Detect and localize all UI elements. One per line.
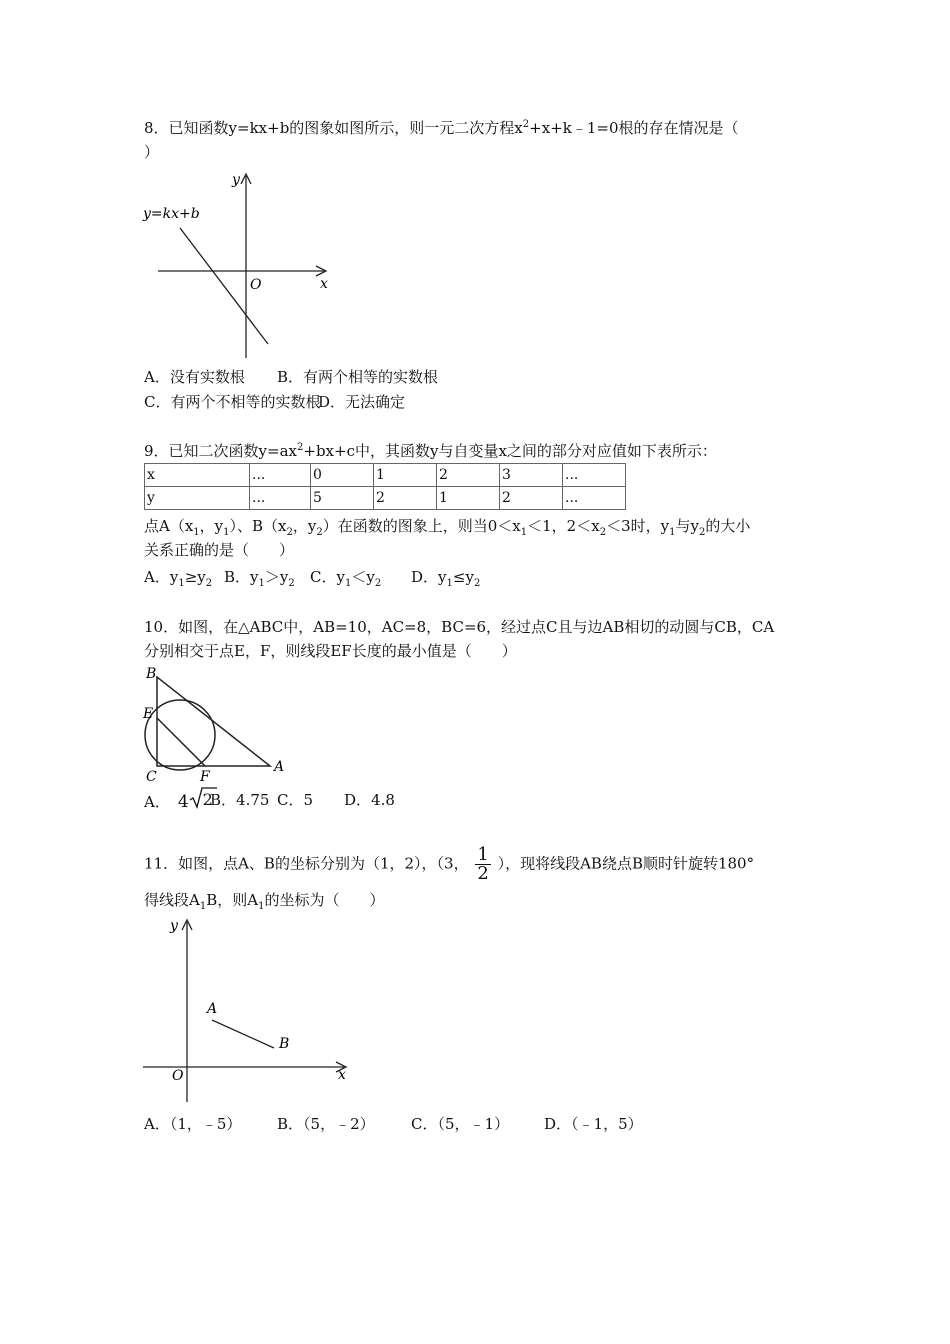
table-cell: 0 [311,464,374,487]
q8-origin-label: O [250,277,262,293]
q9-value-table [144,463,626,510]
q11-stem-line2: 得线段$A_1B$，则$A_1$的坐标为（ ） [144,891,385,912]
q10-figure [140,662,300,788]
q8-option-b: B．有两个相等的实数根 [277,368,439,386]
q11-option-b: B．（5，﹣2） [277,1115,375,1133]
table-cell: 2 [374,487,437,510]
q10-label-c: C [146,769,157,785]
table-cell: ... [563,464,626,487]
table-cell: 2 [437,464,500,487]
q11-segment-ab [212,1020,274,1048]
table-cell: 3 [500,464,563,487]
q9-option-a: A．$y_1\ge y_2$ [144,568,213,589]
q9-stem: 9．已知二次函数$y=ax^2+bx+c$中，其函数y与自变量x之间的部分对应值如下表所示： [144,442,717,460]
q10-option-a-coef: 4 [177,792,189,812]
q8-option-d: D．无法确定 [318,393,406,411]
table-cell: x [145,464,250,487]
q11-label-b: B [279,1036,290,1052]
q10-circle [145,700,215,770]
q9-option-d: D．$y_1\le y_2$ [411,568,481,589]
q10-stem-line1: 10．如图，在△ABC中，AB=10，AC=8，BC=6，经过点C且与边AB相切的动圆与CB，CA [144,618,775,636]
q10-option-d: D．4.8 [344,791,395,809]
q11-stem-line1: 11．如图，点A、B的坐标分别为（1，2），（3， $\frac{1}{2}$ ），现将线段AB绕点B顺时针旋转180° [144,844,755,884]
q8-figure [140,162,340,362]
q9-condition-line: 点$A(x_1$，$y_1$）、$B(x_2$，$y_2$）在函数的图象上，则当$0<x_1<1$，$2<x_2<3$时，$y_1$与$y_2$的大小 [144,517,751,538]
q8-y-label: y [232,172,240,188]
q11-option-d: D．（﹣1，5） [544,1115,643,1133]
q10-label-e: E [143,706,154,722]
q10-stem-line2: 分别相交于点E，F，则线段EF长度的最小值是（ ） [144,642,517,660]
table-cell: 1 [374,464,437,487]
table-row [145,487,626,510]
q11-origin-label: O [172,1068,184,1084]
table-cell: ... [250,464,311,487]
table-row [145,464,626,487]
q10-option-a: A． 4 2 [144,790,217,812]
table-cell: 1 [437,487,500,510]
table-cell: ... [250,487,311,510]
q9-option-b: B．$y_1>y_2$ [224,568,295,589]
table-cell: ... [563,487,626,510]
table-cell: 2 [500,487,563,510]
q10-label-b: B [146,666,157,682]
q9-option-c: C．$y_1<y_2$ [310,568,382,589]
q11-label-a: A [207,1001,218,1017]
table-cell: 5 [311,487,374,510]
q10-triangle [157,677,270,766]
q8-stem-close: ） [144,143,160,161]
q8-stem: 8．已知函数y=kx+b的图象如图所示，则一元二次方程$x^2+x+k﹣1=0$根的存在情况是（ [144,119,739,137]
q8-option-a: A．没有实数根 [144,368,245,386]
q10-label-a: A [274,759,285,775]
q11-option-c: C．（5，﹣1） [411,1115,510,1133]
q11-option-a: A．（1，﹣5） [144,1115,242,1133]
fraction-one-half: $\frac{1}{2}$ [477,844,489,884]
q8-x-label: x [320,276,328,292]
sqrt-sign: 2 [189,790,217,810]
q11-figure [140,910,360,1106]
q8-line-label: y=kx+b [143,206,200,222]
q8-option-c: C．有两个不相等的实数根 [144,393,321,411]
q10-option-b: B．4.75 [210,791,270,809]
table-cell: y [145,487,250,510]
q10-label-f: F [200,769,210,785]
q9-question-line: 关系正确的是（ ） [144,541,295,559]
q11-x-label: x [338,1067,346,1083]
q10-segment-ef [157,718,205,766]
q10-option-c: C．5 [277,791,314,809]
q11-y-label: y [170,918,178,934]
